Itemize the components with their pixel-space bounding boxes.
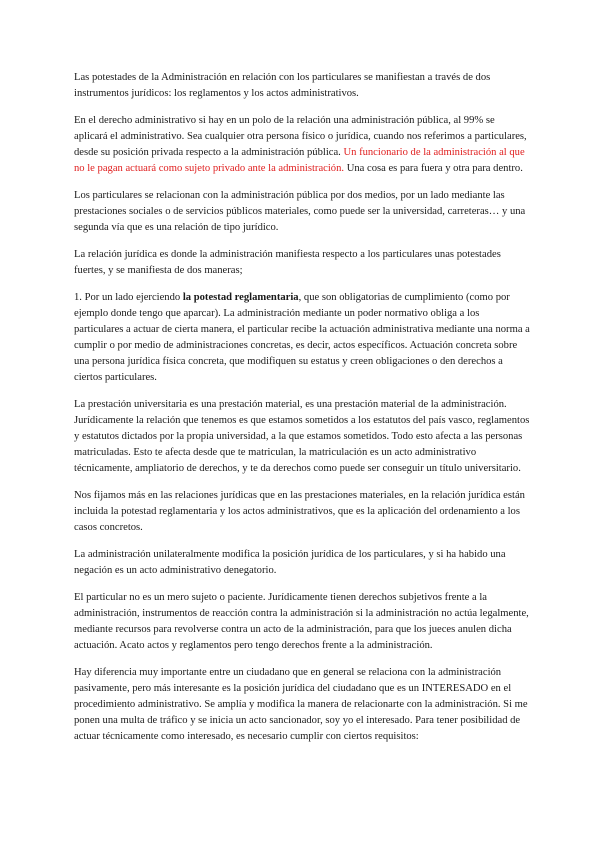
paragraph-relaciones-juridicas: Nos fijamos más en las relaciones jurídicas que en las prestaciones materiales, en la relación jurídica están incluida la potestad reglamentaria y los actos administrativos, que es la aplicación del ordenamiento a los casos concretos. [74,490,525,533]
paragraph-text: 1. Por un lado ejerciendo [74,292,183,303]
paragraph-prestacion-universitaria: La prestación universitaria es una prestación material, es una prestación material de la administración. Jurídicamente la relación que tenemos es que estamos sometidos a los estatutos del país vasco, reglamentos y estatutos dictados por la propia universidad, a la que estamos sometidos. Todo esto afecta a las personas matriculadas. Esto te afecta desde que te matriculan, la matriculación es un acto administrativo técnicamente, ampliatorio de derechos, y te da derechos como puede ser conseguir un título universitario. [74,399,530,474]
paragraph-particulares: Los particulares se relacionan con la administración pública por dos medios, por un lado mediante las prestaciones sociales o de servicios públicos materiales, como puede ser la universidad, carreteras… y una segunda vía que es una relación de tipo jurídico. [74,190,526,233]
paragraph-potestad-reglamentaria [74,290,530,386]
paragraph-relacion-juridica: La relación jurídica es donde la administración manifiesta respecto a los particulares unas potestades fuertes, y se manifiesta de dos maneras; [74,249,501,276]
paragraph-interesado: Hay diferencia muy importante entre un ciudadano que en general se relaciona con la administración pasivamente, pero más interesante es la posición jurídica del ciudadano que es un INTERESADO en el procedimiento administrativo. Se amplía y modifica la manera de relacionarte con la administración. Si me ponen una multa de tráfico y se inicia un acto sancionador, soy yo el interesado. Para tener posibilidad de actuar técnicamente como interesado, es necesario cumplir con ciertos requisitos: [74,667,528,742]
document-body [74,70,530,756]
paragraph-derecho-administrativo [74,113,530,177]
paragraph-text: En el derecho administrativo si hay en un polo de la relación una administración pública, al 99% se aplicará el administrativo. Sea cualquier otra persona físico o jurídica, cuando nos referimos a particulares, desde su posición privada respecto a la administración pública. [74,115,527,158]
highlighted-text: Un funcionario de la administración al que no le pagan actuará como sujeto privado ante la administración. [74,147,525,174]
paragraph-particular-no-paciente: El particular no es un mero sujeto o paciente. Jurídicamente tienen derechos subjetivos frente a la administración, instrumentos de reacción contra la administración si la administración no actúa legalmente, mediante recursos para revolverse contra un acto de la administración, para que los jueces anulen dicha actuación. Acato actos y reglamentos pero tengo derechos frente a la administración. [74,592,529,651]
bold-term: la potestad reglamentaria [182,292,299,303]
paragraph-text: , que son obligatorias de cumplimiento (como por ejemplo donde tengo que aparcar). La administración mediante un poder normativo obliga a los particulares a actuar de cierta manera, el particular recibe la actuación administrativa mediante una norma a cumplir o por medio de administraciones concretas, es decir, actos específicos. Actuación concreta sobre una persona jurídica física concreta, que modifiquen su estatus y creen obligaciones o den derechos a ciertos particulares. [74,292,530,383]
paragraph-text: Una cosa es para fuera y otra para dentro. [344,163,523,174]
paragraph-potestades: Las potestades de la Administración en relación con los particulares se manifiestan a través de dos instrumentos jurídicos: los reglamentos y los actos administrativos. [74,72,491,99]
paragraph-unilateralmente: La administración unilateralmente modifica la posición jurídica de los particulares, y si ha habido una negación es un acto administrativo denegatorio. [74,549,506,576]
